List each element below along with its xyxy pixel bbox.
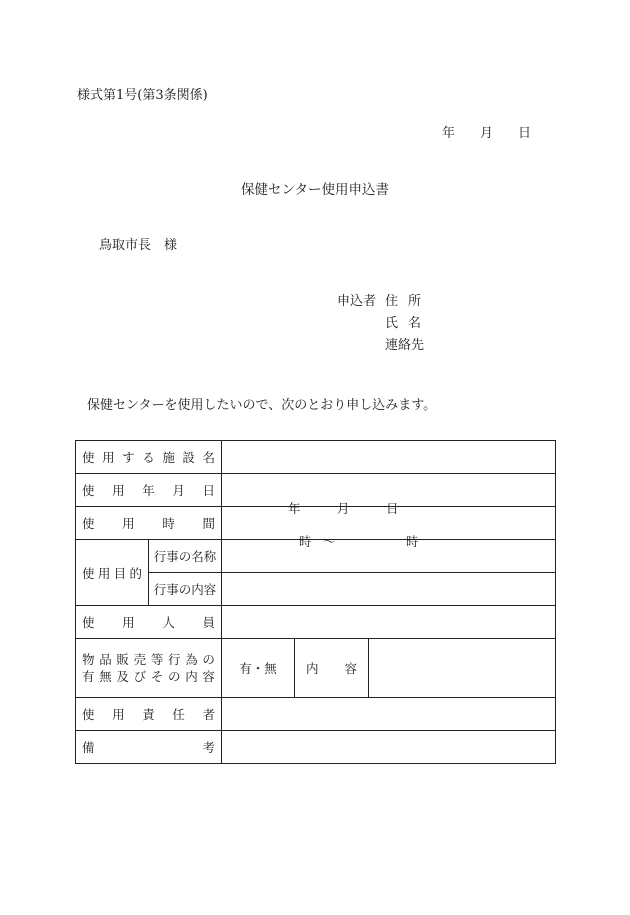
address-label: 住 所 xyxy=(385,294,421,309)
table-row xyxy=(76,540,556,573)
time-end-unit: 時 xyxy=(406,534,419,549)
submission-date xyxy=(442,122,531,141)
date-day-unit: 日 xyxy=(386,501,399,516)
event-content-label: 行事の内容 xyxy=(149,573,222,606)
time-start-unit: 時 xyxy=(299,534,312,549)
application-table xyxy=(75,440,556,764)
date-label: 使 用 年 月 日 xyxy=(76,474,222,507)
event-name-label: 行事の名称 xyxy=(149,540,222,573)
event-name-field[interactable] xyxy=(222,540,556,573)
sales-content-label: 内 容 xyxy=(295,639,369,697)
purpose-label: 使 用 目 的 xyxy=(76,540,149,606)
date-month-unit: 月 xyxy=(337,501,350,516)
date-month-label: 月 xyxy=(480,126,494,141)
sales-field xyxy=(222,639,556,698)
sales-label: 物 品 販 売 等 行 為 の 有 無 及 び そ の 内 容 xyxy=(76,639,222,698)
table-row xyxy=(76,474,556,507)
event-content-field[interactable] xyxy=(222,573,556,606)
staff-field[interactable] xyxy=(222,606,556,639)
sales-content-field[interactable] xyxy=(369,639,555,697)
table-row xyxy=(76,606,556,639)
manager-field[interactable] xyxy=(222,698,556,731)
date-year-label: 年 xyxy=(442,126,456,141)
time-label: 使 用 時 間 xyxy=(76,507,222,540)
facility-field[interactable] xyxy=(222,441,556,474)
applicant-label: 申込者 xyxy=(337,294,377,309)
table-row xyxy=(76,731,556,764)
table-row xyxy=(76,698,556,731)
contact-label: 連絡先 xyxy=(385,338,425,353)
document-title: 保健センター使用申込書 xyxy=(241,182,389,198)
sales-yes-no[interactable]: 有・無 xyxy=(222,639,295,697)
table-row xyxy=(76,441,556,474)
applicant-block xyxy=(337,291,424,357)
date-day-label: 日 xyxy=(518,126,532,141)
addressee: 鳥取市長 様 xyxy=(99,238,178,253)
table-row xyxy=(76,639,556,698)
staff-label: 使 用 人 員 xyxy=(76,606,222,639)
facility-label: 使 用 す る 施 設 名 xyxy=(76,441,222,474)
remarks-label: 備 考 xyxy=(76,731,222,764)
table-row xyxy=(76,507,556,540)
date-field[interactable] xyxy=(222,474,556,516)
remarks-field[interactable] xyxy=(222,731,556,764)
date-year-unit: 年 xyxy=(288,501,301,516)
manager-label: 使 用 責 任 者 xyxy=(76,698,222,731)
form-number: 様式第1号(第3条関係) xyxy=(77,88,208,103)
time-tilde: ～ xyxy=(323,534,336,549)
intro-text: 保健センターを使用したいので、次のとおり申し込みます。 xyxy=(87,398,437,413)
name-label: 氏 名 xyxy=(385,316,421,331)
